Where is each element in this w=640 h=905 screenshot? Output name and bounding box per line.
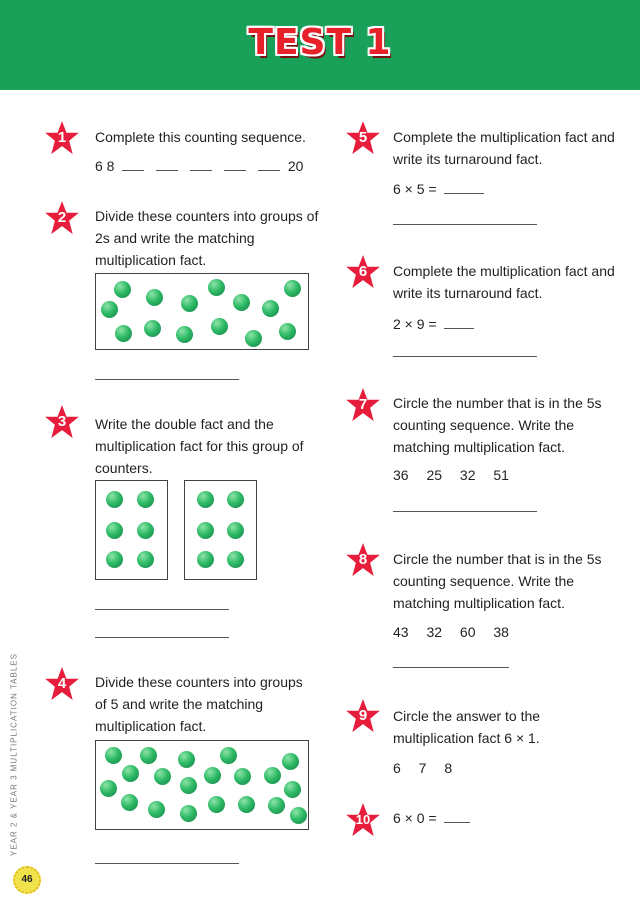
question-8-star-icon xyxy=(343,540,383,580)
page-number: 46 xyxy=(13,866,41,894)
counter xyxy=(208,279,225,296)
question-3-star-icon xyxy=(42,402,82,442)
counter xyxy=(106,522,123,539)
header-banner xyxy=(0,0,640,90)
counters-box xyxy=(95,740,309,830)
counter xyxy=(227,522,244,539)
answer-line[interactable] xyxy=(95,609,229,610)
question-number: 2 xyxy=(57,209,67,226)
question-4-text: Divide these counters into groups of 5 and write the matching multiplication fact. xyxy=(95,674,303,734)
answer-line[interactable] xyxy=(95,863,239,864)
page-title: TEST 1 xyxy=(248,22,392,63)
counter xyxy=(180,777,197,794)
counter xyxy=(106,491,123,508)
counter xyxy=(180,805,197,822)
counter xyxy=(144,320,161,337)
question-1-star-icon xyxy=(42,118,82,158)
sequence-end: 20 xyxy=(287,158,304,174)
question-10-star-icon xyxy=(343,800,383,840)
counter xyxy=(146,289,163,306)
counter xyxy=(262,300,279,317)
question-number: 7 xyxy=(358,396,368,413)
counter xyxy=(100,780,117,797)
answer-line[interactable] xyxy=(393,511,537,512)
answer-blank[interactable] xyxy=(122,158,144,171)
counter xyxy=(290,807,307,824)
question-7-options[interactable]: 36 25 32 51 xyxy=(393,467,509,483)
counter xyxy=(220,747,237,764)
question-7-text: Circle the number that is in the 5s counting sequence. Write the matching multiplication fact. xyxy=(393,395,602,455)
counter xyxy=(282,753,299,770)
counter xyxy=(114,281,131,298)
question-4-star-icon xyxy=(42,664,82,704)
question-9-star-icon xyxy=(343,696,383,736)
answer-blank[interactable] xyxy=(444,181,484,194)
question-10-expression xyxy=(393,810,474,826)
counter xyxy=(204,767,221,784)
question-9-text: Circle the answer to the multiplication fact 6 × 1. xyxy=(393,708,541,746)
question-8-options[interactable]: 43 32 60 38 xyxy=(393,624,509,640)
sequence-start: 6 8 xyxy=(95,158,115,174)
question-number: 6 xyxy=(358,263,368,280)
question-number: 4 xyxy=(57,675,67,692)
counter xyxy=(181,295,198,312)
question-6-star-icon xyxy=(343,252,383,292)
question-2-star-icon xyxy=(42,198,82,238)
question-7-star-icon xyxy=(343,385,383,425)
counter xyxy=(101,301,118,318)
expression-text: 6 × 5 = xyxy=(393,181,437,197)
counter xyxy=(264,767,281,784)
counter xyxy=(227,551,244,568)
counter xyxy=(197,491,214,508)
counter xyxy=(211,318,228,335)
answer-line[interactable] xyxy=(393,224,537,225)
question-number: 5 xyxy=(358,129,368,146)
answer-blank[interactable] xyxy=(444,316,474,329)
counter xyxy=(245,330,262,347)
question-number: 9 xyxy=(358,707,368,724)
counter xyxy=(137,491,154,508)
question-1-text: Complete this counting sequence. xyxy=(95,129,306,145)
counter xyxy=(197,522,214,539)
answer-line[interactable] xyxy=(393,356,537,357)
counter xyxy=(148,801,165,818)
answer-blank[interactable] xyxy=(190,158,212,171)
counter xyxy=(284,280,301,297)
counter xyxy=(234,768,251,785)
counter xyxy=(268,797,285,814)
counters-group-box xyxy=(95,480,168,580)
counter xyxy=(178,751,195,768)
counter xyxy=(197,551,214,568)
answer-blank[interactable] xyxy=(156,158,178,171)
question-number: 3 xyxy=(57,413,67,430)
expression-text: 2 × 9 = xyxy=(393,316,437,332)
counter xyxy=(122,765,139,782)
question-6-expression xyxy=(393,316,478,332)
counter xyxy=(105,747,122,764)
answer-line[interactable] xyxy=(393,667,509,668)
book-title: YEAR 2 & YEAR 3 MULTIPLICATION TABLES xyxy=(9,653,19,856)
expression-text: 6 × 0 = xyxy=(393,810,437,826)
counter xyxy=(233,294,250,311)
counter xyxy=(176,326,193,343)
counters-box xyxy=(95,273,309,350)
question-6-text: Complete the multiplication fact and write its turnaround fact. xyxy=(393,263,615,301)
question-5-expression xyxy=(393,181,488,197)
question-3-text: Write the double fact and the multiplication fact for this group of counters. xyxy=(95,416,304,476)
question-number: 8 xyxy=(358,551,368,568)
counter xyxy=(154,768,171,785)
counter xyxy=(115,325,132,342)
counter xyxy=(121,794,138,811)
answer-line[interactable] xyxy=(95,379,239,380)
question-2-text: Divide these counters into groups of 2s and write the matching multiplication fact. xyxy=(95,208,319,268)
counter xyxy=(279,323,296,340)
counter xyxy=(137,551,154,568)
answer-line[interactable] xyxy=(95,637,229,638)
side-label xyxy=(4,650,22,870)
counter xyxy=(208,796,225,813)
question-number: 1 xyxy=(57,129,67,146)
question-5-text: Complete the multiplication fact and write its turnaround fact. xyxy=(393,129,615,167)
counter xyxy=(238,796,255,813)
counter xyxy=(137,522,154,539)
counter xyxy=(140,747,157,764)
question-5-star-icon xyxy=(343,118,383,158)
question-8-text: Circle the number that is in the 5s counting sequence. Write the matching multiplication fact. xyxy=(393,551,602,611)
counter xyxy=(106,551,123,568)
answer-blank[interactable] xyxy=(224,158,246,171)
question-1-sequence xyxy=(95,158,303,174)
question-9-options[interactable]: 6 7 8 xyxy=(393,760,453,776)
answer-blank[interactable] xyxy=(258,158,280,171)
counter xyxy=(227,491,244,508)
counters-group-box xyxy=(184,480,257,580)
counter xyxy=(284,781,301,798)
answer-blank[interactable] xyxy=(444,810,470,823)
question-number: 10 xyxy=(355,812,371,827)
